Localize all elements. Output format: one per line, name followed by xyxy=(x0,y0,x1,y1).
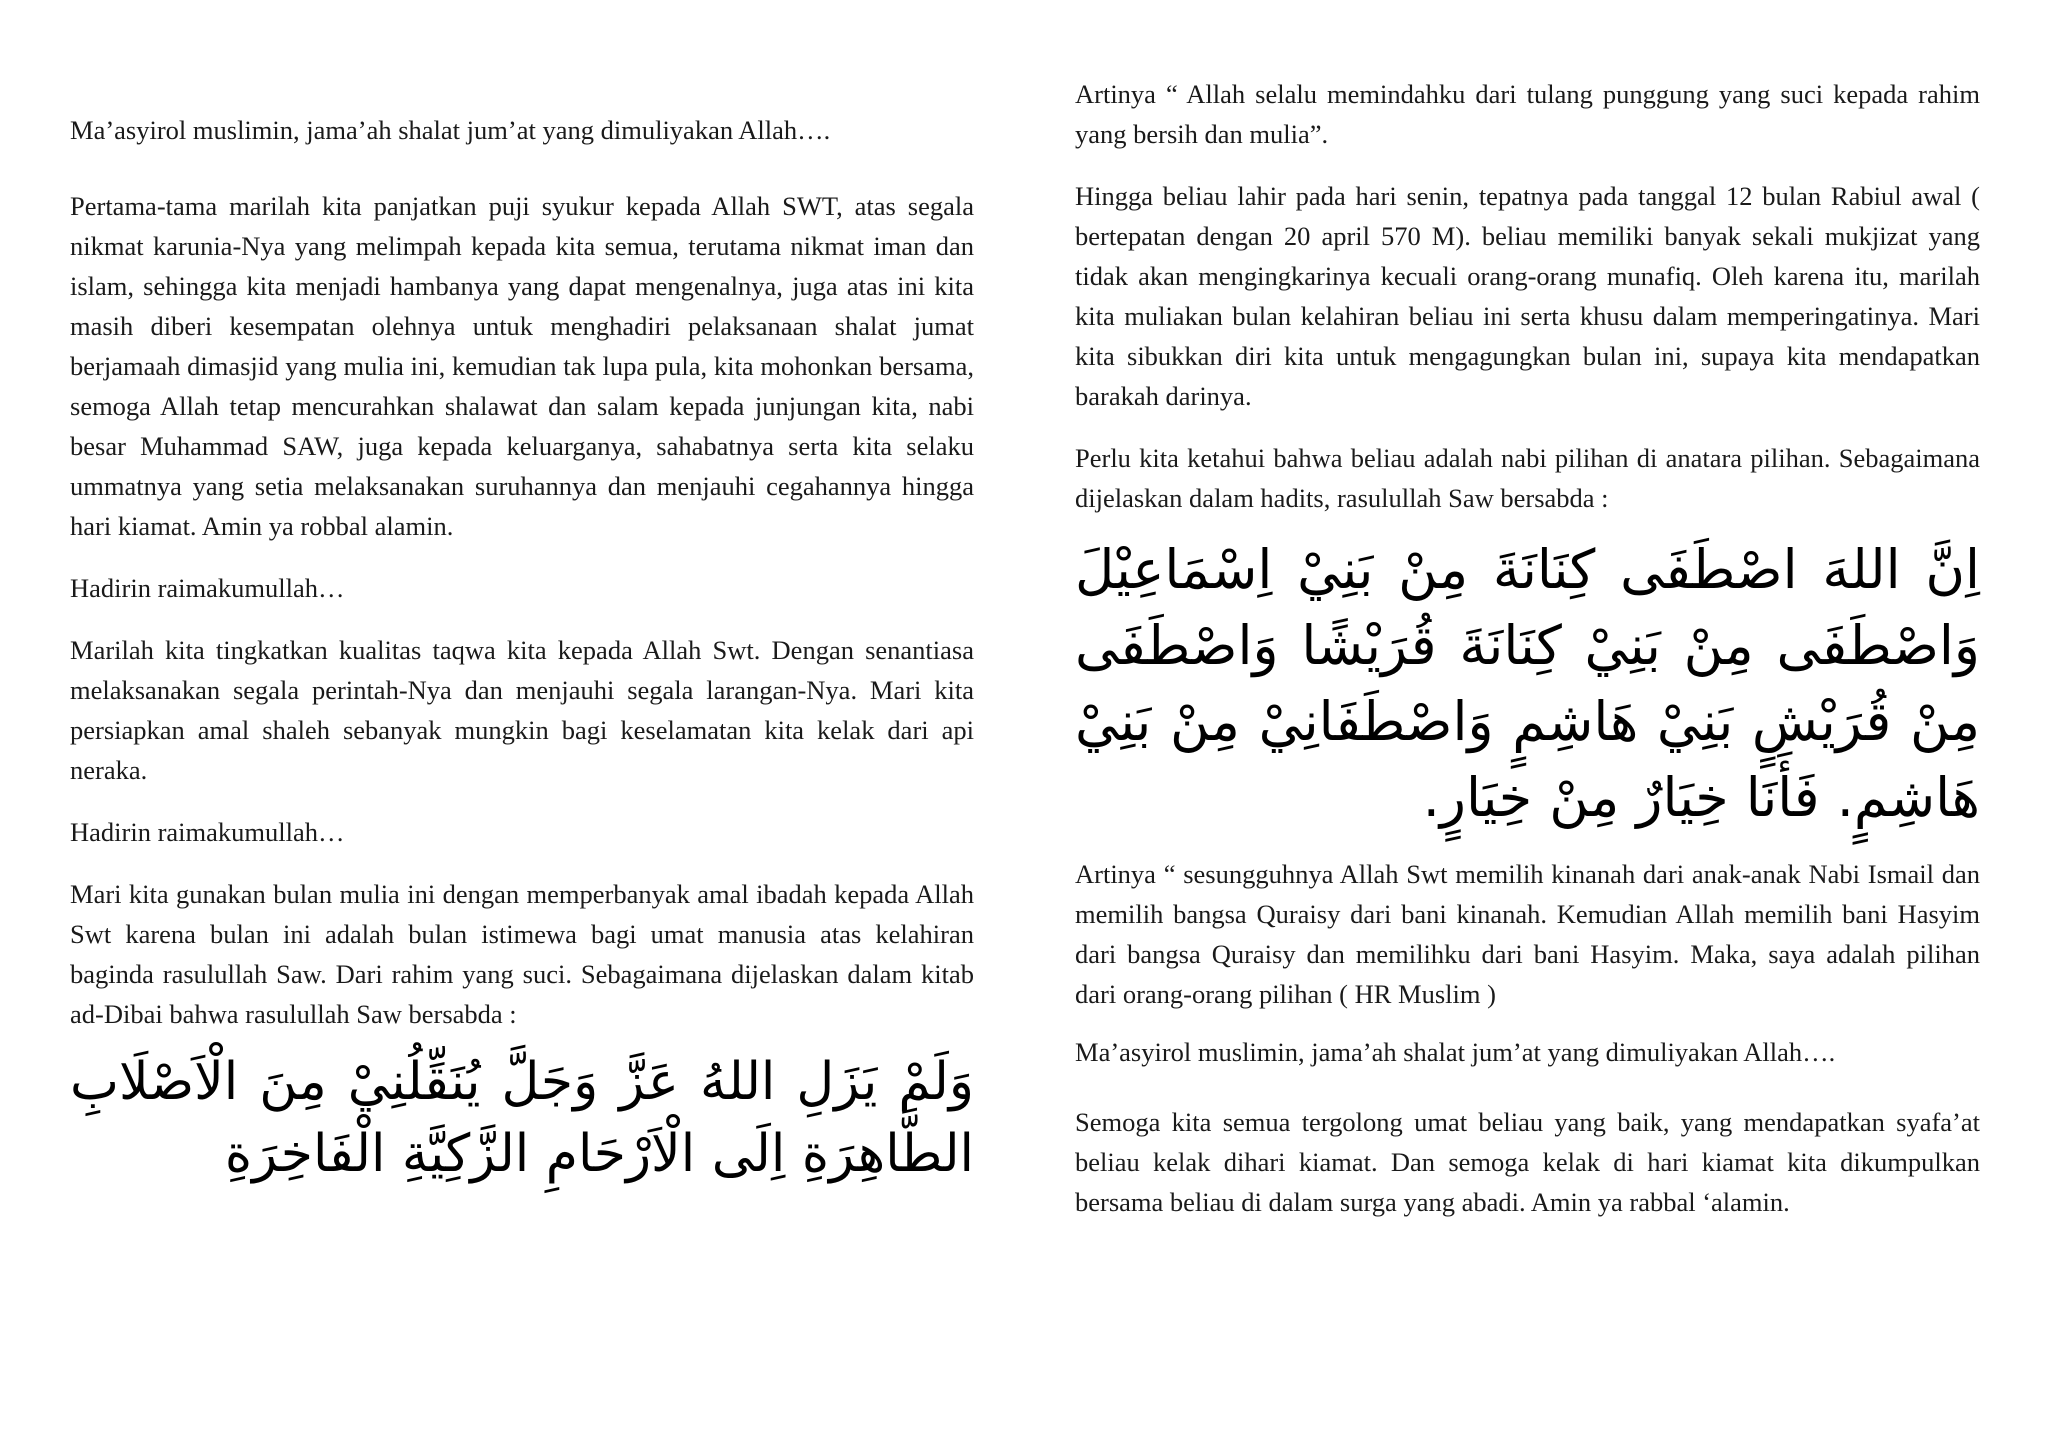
arabic-quote: وَلَمْ يَزَلِ اللهُ عَزَّ وَجَلَّ يُنَقِّلُنِيْ مِنَ الْاَصْلَابِ الطَّاهِرَةِ اِلَى الْاَرْحَامِ الزَّكِيَّةِ الْفَاخِرَةِ xyxy=(70,1052,974,1184)
chosen-paragraph: Perlu kita ketahui bahwa beliau adalah nabi pilihan di anatara pilihan. Sebagaimana dijelaskan dalam hadits, rasulullah Saw bersabda : xyxy=(1075,443,1980,513)
arabic-hadith: اِنَّ اللهَ اصْطَفَى كِنَانَةَ مِنْ بَنِيْ اِسْمَاعِيْلَ وَاصْطَفَى مِنْ بَنِيْ كِنَانَةَ قُرَيْشًا وَاصْطَفَى مِنْ قُرَيْشٍ بَنِيْ هَاشِمٍ وَاصْطَفَانِيْ مِنْ بَنِيْ هَاشِمٍ. فَأَنَا خِيَارٌ مِنْ خِيَارٍ. xyxy=(1075,538,1980,829)
greeting-line: Ma’asyirol muslimin, jama’ah shalat jum’at yang dimuliyakan Allah…. xyxy=(70,115,831,145)
address-line: Hadirin raimakumullah… xyxy=(70,817,345,847)
right-column xyxy=(1075,74,1980,1244)
closing-paragraph: Semoga kita semua tergolong umat beliau yang baik, yang mendapatkan syafa’at beliau kelak dihari kiamat. Dan semoga kelak di hari kiamat kita dikumpulkan bersama beliau di dalam surga yang abadi. Amin ya rabbal ‘alamin. xyxy=(1075,1107,1980,1217)
left-column xyxy=(70,110,974,1190)
translation-paragraph: Artinya “ Allah selalu memindahku dari tulang punggung yang suci kepada rahim yang bersih dan mulia”. xyxy=(1075,79,1980,149)
address-line: Hadirin raimakumullah… xyxy=(70,573,345,603)
taqwa-paragraph: Marilah kita tingkatkan kualitas taqwa kita kepada Allah Swt. Dengan senantiasa melaksanakan segala perintah-Nya dan menjauhi segala larangan-Nya. Mari kita persiapkan amal shaleh sebanyak mungkin bagi keselamatan kita kelak dari api neraka. xyxy=(70,635,974,785)
greeting-line: Ma’asyirol muslimin, jama’ah shalat jum’at yang dimuliyakan Allah…. xyxy=(1075,1037,1836,1067)
month-paragraph: Mari kita gunakan bulan mulia ini dengan memperbanyak amal ibadah kepada Allah Swt karena bulan ini adalah bulan istimewa bagi umat manusia atas kelahiran baginda rasulullah Saw. Dari rahim yang suci. Sebagaimana dijelaskan dalam kitab ad-Dibai bahwa rasulullah Saw bersabda : xyxy=(70,879,974,1029)
birth-paragraph: Hingga beliau lahir pada hari senin, tepatnya pada tanggal 12 bulan Rabiul awal ( bertepatan dengan 20 april 570 M). beliau memiliki banyak sekali mukjizat yang tidak akan mengingkarinya kecuali orang-orang munafiq. Oleh karena itu, marilah kita muliakan bulan kelahiran beliau ini serta khusu dalam memperingatinya. Mari kita sibukkan diri kita untuk mengagungkan bulan ini, supaya kita mendapatkan barakah darinya. xyxy=(1075,181,1980,411)
opening-paragraph: Pertama-tama marilah kita panjatkan puji syukur kepada Allah SWT, atas segala nikmat karunia-Nya yang melimpah kepada kita semua, terutama nikmat iman dan islam, sehingga kita menjadi hambanya yang dapat mengenalnya, juga atas ini kita masih diberi kesempatan olehnya untuk menghadiri pelaksanaan shalat jumat berjamaah dimasjid yang mulia ini, kemudian tak lupa pula, kita mohonkan bersama, semoga Allah tetap mencurahkan shalawat dan salam kepada junjungan kita, nabi besar Muhammad SAW, juga kepada keluarganya, sahabatnya serta kita selaku ummatnya yang setia melaksanakan suruhannya dan menjauhi cegahannya hingga hari kiamat. Amin ya robbal alamin. xyxy=(70,191,974,541)
translation-paragraph: Artinya “ sesungguhnya Allah Swt memilih kinanah dari anak-anak Nabi Ismail dan memilih bangsa Quraisy dari bani kinanah. Kemudian Allah memilih bani Hasyim dari bangsa Quraisy dan memilihku dari bani Hasyim. Maka, saya adalah pilihan dari orang-orang pilihan ( HR Muslim ) xyxy=(1075,859,1980,1009)
